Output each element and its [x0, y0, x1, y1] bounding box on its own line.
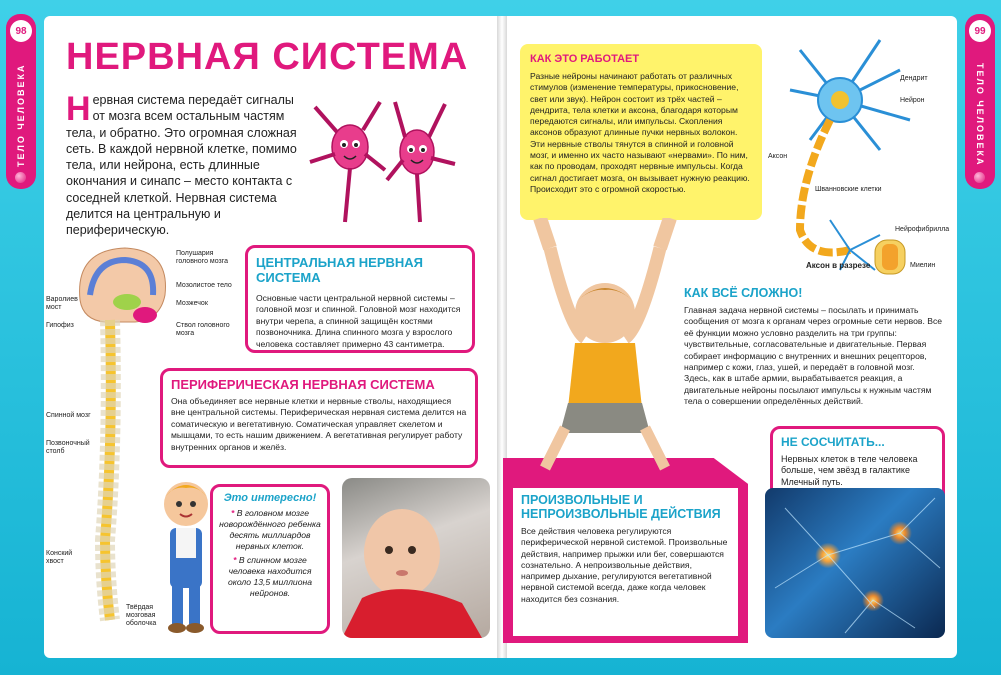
count-heading: НЕ СОСЧИТАТЬ...: [781, 435, 885, 449]
interesting-fact-text: В головном мозге новорождённого ребенка десять миллиардов нервных клеток.: [219, 508, 321, 551]
interesting-facts-box: [210, 484, 330, 634]
label-cauda-equina: Конский хвост: [46, 550, 73, 565]
label-hemispheres: Полушария головного мозга: [176, 250, 229, 265]
central-nervous-system-box: [245, 245, 475, 353]
voluntary-heading: ПРОИЗВОЛЬНЫЕ И НЕПРОИЗВОЛЬНЫЕ ДЕЙСТВИЯ: [521, 493, 721, 521]
label-neurofibril: Нейрофибрилла: [895, 226, 950, 233]
label-cerebellum: Мозжечок: [176, 300, 208, 307]
star-bullet-icon: *: [231, 508, 237, 518]
baby-photo: [342, 478, 490, 638]
right-page-number: 99: [969, 20, 991, 42]
label-axon-section: Аксон в разрезе: [806, 261, 871, 270]
central-heading: ЦЕНТРАЛЬНАЯ НЕРВНАЯ СИСТЕМА: [256, 255, 424, 285]
label-pons: Варолиев мост: [46, 296, 78, 311]
peripheral-text: Она объединяет все нервные клетки и нервные стволы, находящиеся вне центральной системы. Периферическая нервная система делится на соматическую и вегетативную. Соматическая управляет скелетом и мышцами, то есть нашим движением. А вегетативная регулирует работу внутренних органов и желёз.: [171, 396, 467, 452]
complex-text: Главная задача нервной системы – посылать и принимать сообщения от мозга к органам через огромные сети нервов. Все её функции можно условно разделить на три группы: чувствительные, согласовательные и двигательные. Первая собирает информацию с внутренних и внешних рецепторов, например с кожи, глаз, ушей, и передаёт в головной мозг. Здесь, как в штабе армии, вырабатывается реакция, а двигательные нейроны посылают импульсы к нужным частям тела о совершении определённых действий.: [684, 305, 943, 407]
label-pituitary: Гипофиз: [46, 322, 74, 329]
interesting-fact: [219, 555, 321, 599]
left-tab-dot-icon: [15, 172, 26, 183]
right-side-tab-label: ТЕЛО ЧЕЛОВЕКА: [975, 63, 985, 167]
left-page-number: 98: [10, 20, 32, 42]
how-complex-box: [676, 282, 951, 427]
label-schwann: Шванновские клетки: [815, 186, 882, 193]
count-text: Нервных клеток в теле человека больше, чем звёзд в галактике Млечный путь.: [781, 454, 918, 487]
voluntary-text: Все действия человека регулируются периферической нервной системой. Произвольные действия, например прыжки или бег, совершаются сознательно. А непроизвольные действия, например дыхание, регулируются вегетативной нервной системой всегда, даже когда человек находится без сознания.: [521, 526, 728, 604]
label-spinal-column: Позвоночный столб: [46, 440, 90, 455]
central-text: Основные части центральной нервной системы – головной мозг и спинной. Головной мозг находится внутри черепа, а спинной защищён костями позвоночника. Длина спинного мозга у взрослого человека составляет примерно 43 сантиметра.: [256, 293, 461, 349]
intro-text: ервная система передаёт сигналы от мозга всем остальным частям тела, и обратно. Это огромная сложная сеть. В каждой нервной клетке, помимо тела, или нейрона, есть длинные окончания и синапс – место контакта с соседней клеткой. Нервная система делится на центральную и периферическую.: [66, 93, 297, 238]
voluntary-actions-box: [513, 488, 738, 636]
cartoon-boy-illustration: [158, 476, 218, 636]
peripheral-heading: ПЕРИФЕРИЧЕСКАЯ НЕРВНАЯ СИСТЕМА: [171, 377, 435, 392]
label-corpus-callosum: Мозолистое тело: [176, 282, 232, 289]
nerve-cells-photo: [765, 488, 945, 638]
label-spinal-cord: Спинной мозг: [46, 412, 91, 419]
how-it-works-box: [520, 44, 762, 220]
label-dendrite: Дендрит: [900, 75, 928, 82]
how-text: Разные нейроны начинают работать от различных стимулов (изменение температуры, прикосновение, свет или звук). Нейрон состоит из трёх частей – дендрита, тела клетки и аксона, благодаря которым передаются сигналы, или импульсы. Скопления аксонов образуют длинные пучки нервных волокон. Эти нервные стволы тянутся в спинной и головной мозг, и именно их часто называют «нервами». По ним, как по проводам, проходят нервные импульсы. Когда сигнал достигает мозга, он вызывает нужную реакцию. Происходит это с огромной скоростью.: [530, 71, 750, 194]
left-side-tab-label: ТЕЛО ЧЕЛОВЕКА: [16, 63, 26, 167]
page-title: НЕРВНАЯ СИСТЕМА: [66, 36, 469, 78]
label-neuron: Нейрон: [900, 97, 925, 104]
label-myelin: Миелин: [910, 262, 936, 269]
jumping-boy-photo: [530, 218, 680, 488]
interesting-heading: Это интересно!: [223, 492, 317, 504]
intro-dropcap: Н: [66, 90, 91, 128]
how-heading: КАК ЭТО РАБОТАЕТ: [530, 53, 640, 65]
label-axon: Аксон: [768, 153, 788, 160]
intro-paragraph: [66, 92, 298, 239]
interesting-fact-text: В спинном мозге человека находится около 13,5 миллиона нейронов.: [228, 555, 312, 598]
interesting-fact: [219, 508, 321, 552]
star-bullet-icon: *: [233, 555, 239, 565]
right-tab-dot-icon: [974, 172, 985, 183]
complex-heading: КАК ВСЁ СЛОЖНО!: [684, 286, 803, 300]
peripheral-nervous-system-box: [160, 368, 478, 468]
label-brainstem: Ствол головного мозга: [176, 322, 230, 337]
neuron-diagram: [770, 30, 960, 280]
cartoon-neurons-illustration: [305, 92, 465, 227]
label-dura-mater: Твёрдая мозговая оболочка: [126, 604, 157, 627]
